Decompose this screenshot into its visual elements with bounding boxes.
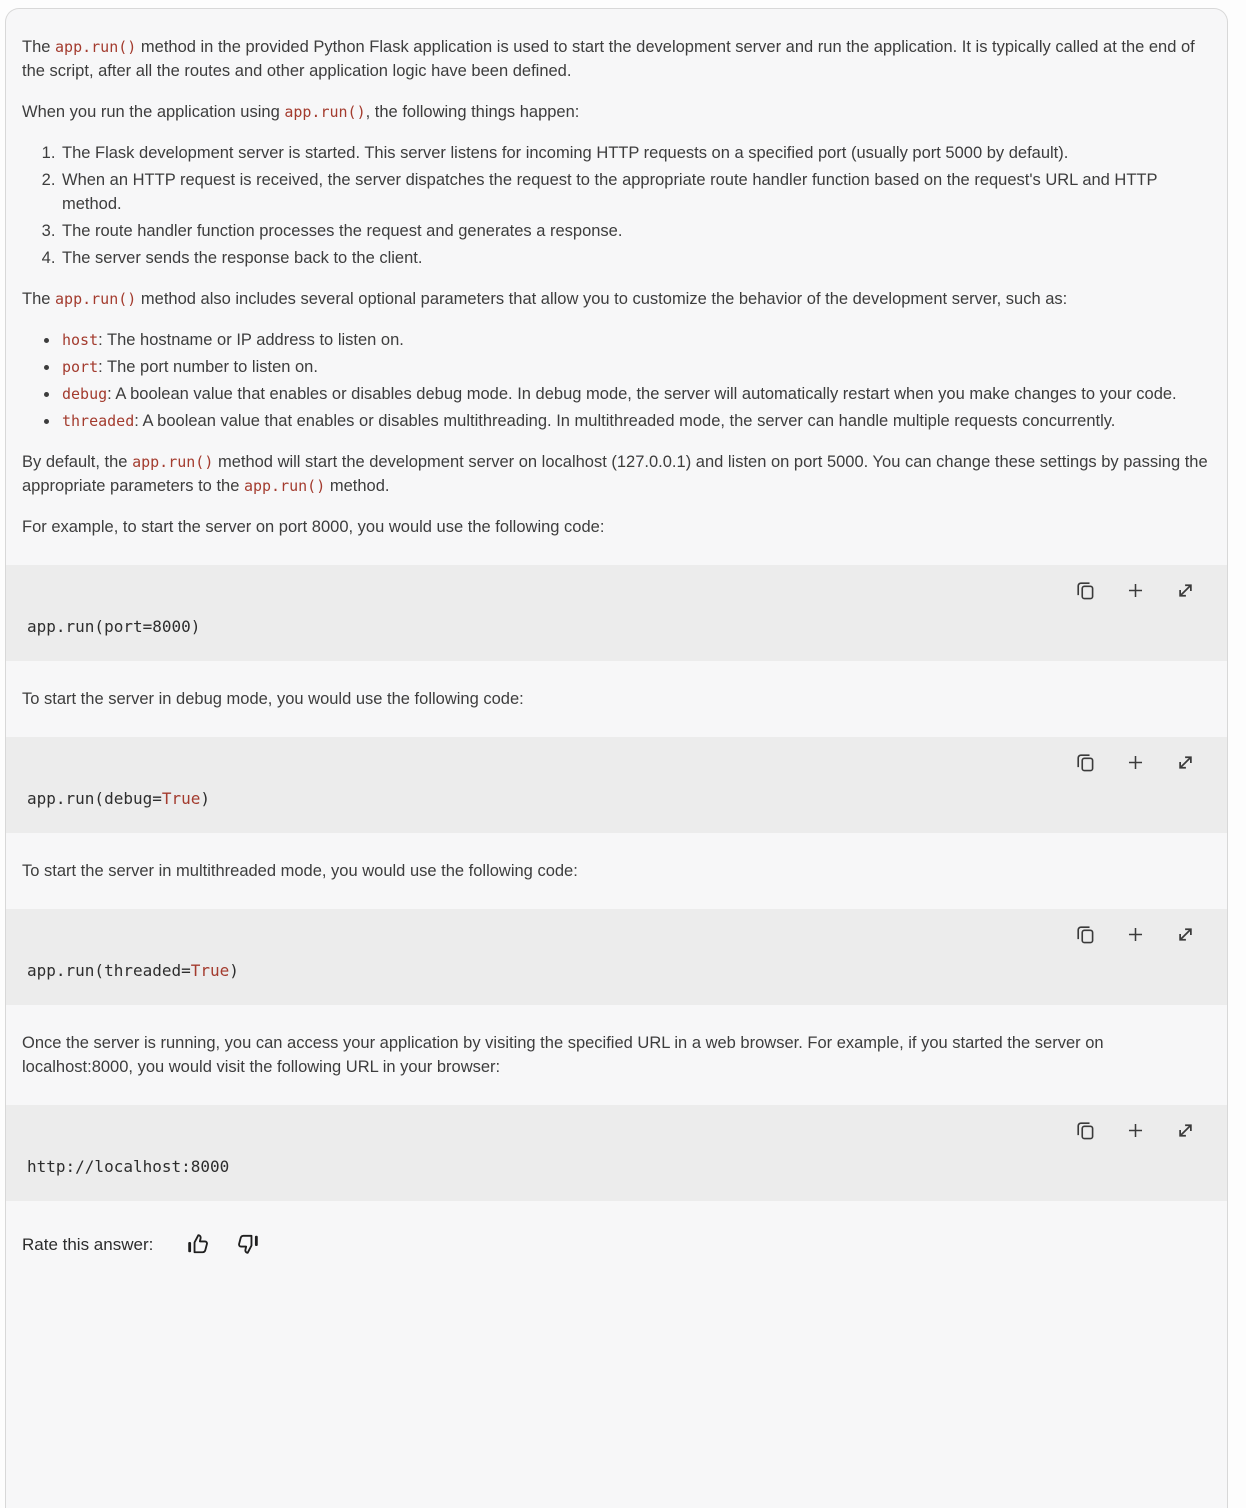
thumbs-up-icon (185, 1231, 211, 1260)
paragraph (22, 515, 1211, 539)
add-code-button[interactable] (1123, 922, 1147, 946)
code-block (6, 1105, 1227, 1201)
code-text: app.run(port=8000) (27, 617, 201, 636)
add-code-button[interactable] (1123, 1118, 1147, 1142)
text-segment: : The port number to listen on. (98, 358, 318, 376)
code-text: ) (200, 789, 211, 808)
text-segment: Once the server is running, you can access your application by visiting the specified URL in a web browser. For example, if you started the server on localhost:8000, you would visit the following URL in your browser: (22, 1034, 1104, 1076)
code-keyword: True (190, 961, 230, 980)
inline-code: port (62, 358, 99, 376)
inline-code: debug (62, 385, 108, 403)
text-segment: The (22, 290, 56, 308)
text-segment: The (22, 38, 56, 56)
paragraph (22, 100, 1211, 124)
numbered-list (22, 141, 1211, 270)
text-segment: method will start the development server on localhost (127.0.0.1) and listen on port 5000. You can change these settings by passing the appropriate parameters to the (22, 453, 1208, 495)
text-segment: To start the server in multithreaded mode, you would use the following code: (22, 862, 578, 880)
text-segment: When an HTTP request is received, the server dispatches the request to the appropriate route handler function based on the request's URL and HTTP method. (62, 171, 1158, 213)
code-toolbar (27, 578, 1197, 602)
answer-content (6, 35, 1227, 1201)
expand-code-button[interactable] (1173, 1118, 1197, 1142)
text-segment: : The hostname or IP address to listen on. (98, 331, 404, 349)
code-block (6, 737, 1227, 833)
inline-code: app.run() (243, 477, 326, 495)
code-content (27, 615, 1197, 639)
code-text: app.run(threaded= (27, 961, 191, 980)
text-segment: The Flask development server is started. This server listens for incoming HTTP requests on a specified port (usually port 5000 by default). (62, 144, 1069, 162)
plus-icon (1124, 579, 1147, 602)
rate-label: Rate this answer: (22, 1235, 154, 1254)
copy-code-button[interactable] (1073, 750, 1097, 774)
expand-icon (1174, 579, 1197, 602)
code-keyword: True (161, 789, 201, 808)
answer-card (5, 8, 1228, 1508)
inline-code: app.run() (132, 453, 214, 471)
text-segment: method also includes several optional parameters that allow you to customize the behavior of the development server, such as: (136, 290, 1068, 308)
paragraph (22, 687, 1211, 711)
list-item (60, 246, 1211, 270)
copy-icon (1074, 1119, 1097, 1142)
expand-icon (1174, 923, 1197, 946)
bullet-list (22, 328, 1211, 433)
copy-code-button[interactable] (1073, 922, 1097, 946)
text-segment: : A boolean value that enables or disables debug mode. In debug mode, the server will automatically restart when you make changes to your code. (107, 385, 1177, 403)
thumbs-down-button[interactable] (233, 1231, 263, 1259)
paragraph (22, 35, 1211, 83)
expand-icon (1174, 1119, 1197, 1142)
thumbs-down-icon (235, 1231, 261, 1260)
list-item (60, 328, 1211, 352)
code-toolbar (27, 922, 1197, 946)
copy-icon (1074, 579, 1097, 602)
expand-code-button[interactable] (1173, 922, 1197, 946)
code-block (6, 909, 1227, 1005)
text-segment: : A boolean value that enables or disables multithreading. In multithreaded mode, the server can handle multiple requests concurrently. (134, 412, 1116, 430)
expand-code-button[interactable] (1173, 750, 1197, 774)
paragraph (22, 450, 1211, 498)
inline-code: app.run() (284, 103, 366, 121)
text-segment: method. (325, 477, 390, 495)
text-segment: By default, the (22, 453, 133, 471)
code-content (27, 959, 1197, 983)
paragraph (22, 859, 1211, 883)
add-code-button[interactable] (1123, 578, 1147, 602)
copy-code-button[interactable] (1073, 578, 1097, 602)
plus-icon (1124, 751, 1147, 774)
list-item (60, 355, 1211, 379)
list-item (60, 219, 1211, 243)
add-code-button[interactable] (1123, 750, 1147, 774)
inline-code: threaded (62, 412, 135, 430)
inline-code: app.run() (55, 290, 137, 308)
code-toolbar (27, 1118, 1197, 1142)
code-text: http://localhost:8000 (27, 1157, 230, 1176)
list-item (60, 141, 1211, 165)
code-content (27, 787, 1197, 811)
list-item (60, 409, 1211, 433)
text-segment: The server sends the response back to the client. (62, 249, 423, 267)
text-segment: method in the provided Python Flask application is used to start the development server and run the application. It is typically called at the end of the script, after all the routes and other application logic have been defined. (22, 38, 1195, 80)
inline-code: app.run() (55, 38, 137, 56)
copy-icon (1074, 751, 1097, 774)
paragraph (22, 1031, 1211, 1079)
copy-code-button[interactable] (1073, 1118, 1097, 1142)
plus-icon (1124, 1119, 1147, 1142)
plus-icon (1124, 923, 1147, 946)
code-toolbar (27, 750, 1197, 774)
list-item (60, 382, 1211, 406)
rate-answer-row (22, 1227, 1211, 1259)
text-segment: When you run the application using (22, 103, 285, 121)
code-text: ) (229, 961, 239, 980)
code-text: app.run(debug= (27, 789, 162, 808)
expand-code-button[interactable] (1173, 578, 1197, 602)
copy-icon (1074, 923, 1097, 946)
text-segment: , the following things happen: (365, 103, 580, 121)
text-segment: For example, to start the server on port 8000, you would use the following code: (22, 518, 605, 536)
inline-code: host (62, 331, 99, 349)
text-segment: The route handler function processes the request and generates a response. (62, 222, 623, 240)
text-segment: To start the server in debug mode, you would use the following code: (22, 690, 524, 708)
code-content (27, 1155, 1197, 1179)
paragraph (22, 287, 1211, 311)
expand-icon (1174, 751, 1197, 774)
thumbs-up-button[interactable] (183, 1231, 213, 1259)
code-block (6, 565, 1227, 661)
list-item (60, 168, 1211, 216)
